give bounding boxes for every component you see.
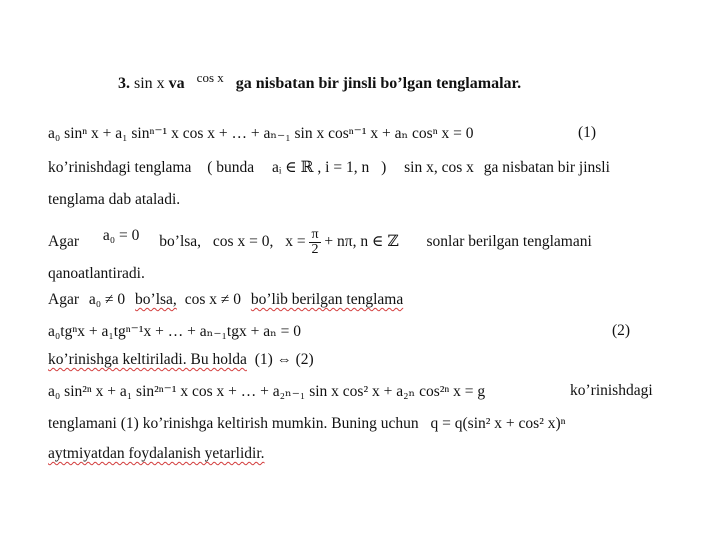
- p4-left: (1): [254, 351, 273, 368]
- p2-xeq: x =: [285, 233, 306, 251]
- p3-cos: cos x ≠ 0: [184, 291, 241, 308]
- title-number: 3.: [118, 75, 130, 92]
- title-rest: ga nisbatan bir jinsli bo’lgan tenglamalar.: [235, 75, 522, 92]
- p3-a0: a₀ ≠ 0: [88, 291, 126, 308]
- equation-1-number: (1): [578, 124, 597, 141]
- paragraph-2-cont: qanoatlantiradi.: [48, 265, 145, 282]
- p6-text: aytmiyatdan foydalanish yetarlidir.: [48, 445, 265, 462]
- paragraph-3: [48, 290, 403, 310]
- p1-condition: aᵢ ∈ ℝ , i = 1, n: [272, 159, 370, 176]
- equation-3-suffix: ko’rinishdagi: [570, 382, 653, 399]
- p2-after: + nπ, n ∈ ℤ: [324, 233, 399, 251]
- p2-a0: a₀ = 0: [102, 227, 140, 245]
- p2-cos: cos x = 0,: [212, 233, 274, 251]
- p5-text: tenglamani (1) ko’rinishga keltirish mumkin. Buning uchun: [48, 415, 419, 432]
- title-cosx: cos x: [196, 70, 224, 85]
- p1-end: ga nisbatan bir jinsli: [483, 159, 610, 176]
- equation-3: a₀ sin²ⁿ x + a₁ sin²ⁿ⁻¹ x cos x + … + a₂ₙ₋₁ sin x cos² x + a₂ₙ cos²ⁿ x = g: [48, 383, 486, 400]
- section-title: [118, 70, 522, 94]
- paragraph-6: [48, 444, 265, 464]
- paragraph-4: [48, 350, 314, 370]
- p3-bolsa: bo’lsa,: [135, 291, 177, 308]
- p1-bunda: ( bunda: [207, 159, 255, 176]
- p3-end: bo’lib berilgan tenglama: [250, 291, 404, 308]
- title-va: va: [168, 75, 185, 92]
- paragraph-2: [48, 228, 592, 257]
- equation-2: a₀tgⁿx + a₁tgⁿ⁻¹x + … + aₙ₋₁tgx + aₙ = 0: [48, 323, 302, 340]
- p2-agar: Agar: [48, 233, 79, 251]
- equivalence-arrow-icon: ⇔: [276, 352, 292, 368]
- equation-1: a₀ sinⁿ x + a₁ sinⁿ⁻¹ x cos x + … + aₙ₋₁ sin x cosⁿ⁻¹ x + aₙ cosⁿ x = 0: [48, 125, 474, 142]
- pi-over-2-fraction: [309, 228, 320, 257]
- p3-agar: Agar: [48, 291, 79, 308]
- p1-close: ): [381, 159, 387, 176]
- paragraph-5: [48, 414, 566, 434]
- fraction-numerator: π: [311, 227, 319, 242]
- p2-bolsa: bo’lsa,: [159, 233, 202, 251]
- p4-right: (2): [295, 351, 314, 368]
- paragraph-1-cont: tenglama dab ataladi.: [48, 191, 181, 208]
- p2-end: sonlar berilgan tenglamani: [426, 233, 592, 251]
- equation-2-number: (2): [612, 322, 631, 339]
- fraction-denominator: 2: [311, 242, 319, 257]
- p4-text: ko’rinishga keltiriladi. Bu holda: [48, 351, 247, 368]
- p1-sincos: sin x, cos x: [404, 159, 474, 176]
- p5-formula: q = q(sin² x + cos² x)ⁿ: [430, 415, 566, 432]
- title-sinx: sin x: [134, 75, 165, 92]
- equation-3-line: [48, 382, 485, 402]
- p1-start: ko’rinishdagi tenglama: [48, 159, 192, 176]
- paragraph-1: [48, 158, 610, 178]
